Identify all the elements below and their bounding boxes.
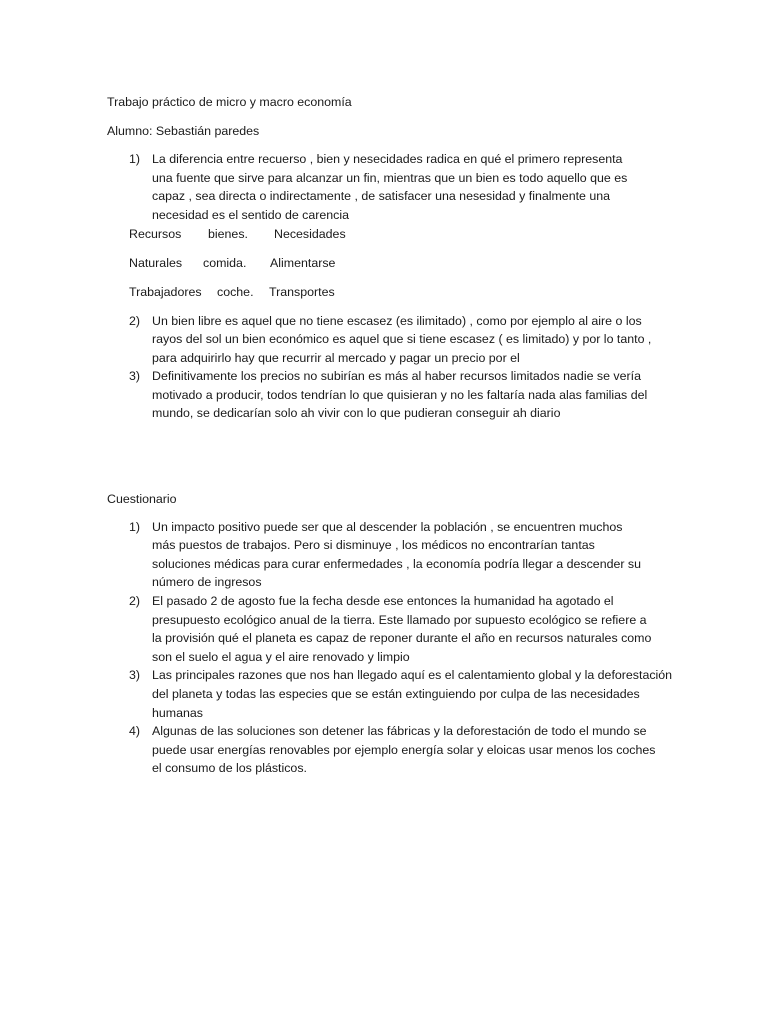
document-title: Trabajo práctico de micro y macro economía — [107, 95, 352, 109]
item-text: Las principales razones que nos han llegado aquí es el calentamiento global y la deforestación del planeta y todas las especies que se están extinguiendo por culpa de las necesidades humanas — [152, 668, 673, 720]
item-text: Un bien libre es aquel que no tiene escasez (es ilimitado) , como por ejemplo al aire o los rayos del sol un bien económico es aquel que si tiene escasez ( es limitado) y por lo tanto , para adquirirlo hay que recurrir al mercado y pagar un precio por el — [152, 313, 652, 365]
item-number: 4) — [129, 724, 141, 739]
list-item — [107, 367, 662, 423]
item-text: El pasado 2 de agosto fue la fecha desde ese entonces la humanidad ha agotado el presupuesto ecológico anual de la tierra. Este llamado por supuesto ecológico se refiere a la provisión qué el planeta es capaz de reponer durante el año en recursos naturales como son el suelo el agua y el aire renovado y limpio — [152, 594, 652, 664]
table-cell: bienes. — [208, 226, 248, 241]
table-cell: Transportes — [269, 284, 335, 299]
quiz-list — [107, 518, 673, 778]
student-name: Alumno: Sebastián paredes — [107, 123, 260, 138]
table-cell: Naturales — [129, 255, 183, 270]
table-row — [129, 283, 668, 302]
item-number: 2) — [129, 313, 141, 328]
quiz-heading: Cuestionario — [107, 492, 177, 507]
table-cell: coche. — [217, 284, 254, 299]
table-cell: Necesidades — [274, 226, 346, 241]
table-cell: Trabajadores — [129, 284, 202, 299]
table-cell: Alimentarse — [270, 255, 336, 270]
item-text: Un impacto positivo puede ser que al descender la población , se encuentren muchos más puestos de trabajos. Pero si disminuye , los médicos no encontrarían tantas soluciones médicas para curar enfermedades , la economía podría llegar a descender su número de ingresos — [152, 519, 642, 590]
item-number: 3) — [129, 668, 141, 683]
list-item — [107, 722, 660, 778]
item-number: 1) — [129, 152, 141, 167]
item-text: Algunas de las soluciones son detener las fábricas y la deforestación de todo el mundo se puede usar energías renovables por ejemplo energía solar y eloicas usar menos los coches el consumo de los plásticos. — [152, 724, 656, 776]
list-item — [107, 150, 646, 224]
table-cell: comida. — [203, 255, 247, 270]
list-item — [107, 518, 644, 592]
answers-list-part2 — [107, 312, 668, 424]
item-number: 1) — [129, 519, 141, 534]
item-number: 3) — [129, 369, 141, 384]
list-item — [107, 592, 652, 666]
list-item — [107, 666, 674, 722]
resources-table — [107, 225, 668, 302]
table-cell: Recursos — [129, 226, 182, 241]
item-text: La diferencia entre recuerso , bien y nesecidades radica en qué el primero representa una fuente que sirve para alcanzar un fin, mientras que un bien es todo aquello que es capaz , sea directa o indirectamente , de satisfacer una nesesidad y finalmente una necesidad es el sentido de carencia — [152, 152, 628, 222]
item-text: Definitivamente los precios no subirían es más al haber recursos limitados nadie se vería motivado a producir, todos tendrían lo que quisieran y no les faltaría nada alas familias del mundo, se dedicarían solo ah vivir con lo que pudieran conseguir ah diario — [152, 369, 648, 421]
table-row — [129, 225, 668, 244]
spacer — [107, 423, 668, 490]
table-row — [129, 254, 668, 273]
item-number: 2) — [129, 594, 141, 609]
list-item — [107, 312, 656, 368]
answers-list-part1 — [107, 150, 668, 224]
